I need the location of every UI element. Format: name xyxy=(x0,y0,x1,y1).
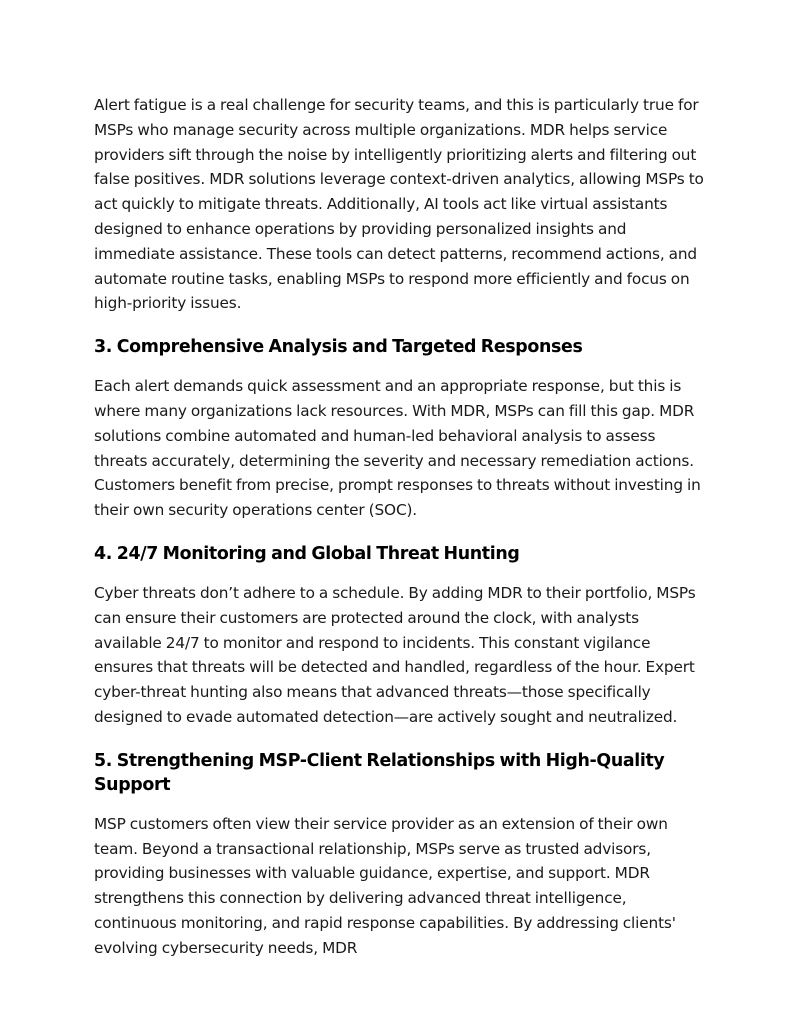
section-client-relationships xyxy=(94,749,710,961)
section-monitoring-threat-hunting xyxy=(94,542,710,730)
section-comprehensive-analysis xyxy=(94,335,710,523)
paragraph-comprehensive-analysis: Each alert demands quick assessment and an appropriate response, but this is where many organizations lack resources. With MDR, MSPs can fill this gap. MDR solutions combine automated and human-led behavioral analysis to assess threats accurately, determining the severity and necessary remediation actions. Customers benefit from precise, prompt responses to threats without investing in their own security operations center (SOC). xyxy=(94,377,701,520)
heading-comprehensive-analysis: 3. Comprehensive Analysis and Targeted Responses xyxy=(94,337,583,358)
paragraph-monitoring-threat-hunting: Cyber threats don’t adhere to a schedule. By adding MDR to their portfolio, MSPs can ensure their customers are protected around the clock, with analysts available 24/7 to monitor and respond to incidents. This constant vigilance ensures that threats will be detected and handled, regardless of the hour. Expert cyber-threat hunting also means that advanced threats—those specifically designed to evade automated detection—are actively sought and neutralized. xyxy=(94,583,696,726)
heading-monitoring-threat-hunting: 4. 24/7 Monitoring and Global Threat Hunting xyxy=(94,543,520,564)
paragraph-client-relationships: MSP customers often view their service provider as an extension of their own team. Beyond a transactional relationship, MSPs serve as trusted advisors, providing businesses with valuable guidance, expertise, and support. MDR strengthens this connection by delivering advanced threat intelligence, continuous monitoring, and rapid response capabilities. By addressing clients' evolving cybersecurity needs, MDR xyxy=(94,814,676,957)
paragraph-alert-fatigue: Alert fatigue is a real challenge for security teams, and this is particularly true for MSPs who manage security across multiple organizations. MDR helps service providers sift through the noise by intelligently prioritizing alerts and filtering out false positives. MDR solutions leverage context-driven analytics, allowing MSPs to act quickly to mitigate threats. Additionally, AI tools act like virtual assistants designed to enhance operations by providing personalized insights and immediate assistance. These tools can detect patterns, recommend actions, and automate routine tasks, enabling MSPs to respond more efficiently and focus on high-priority issues. xyxy=(94,96,704,313)
section-alert-fatigue xyxy=(94,93,710,316)
heading-client-relationships: 5. Strengthening MSP-Client Relationships with High-Quality Support xyxy=(94,750,665,795)
